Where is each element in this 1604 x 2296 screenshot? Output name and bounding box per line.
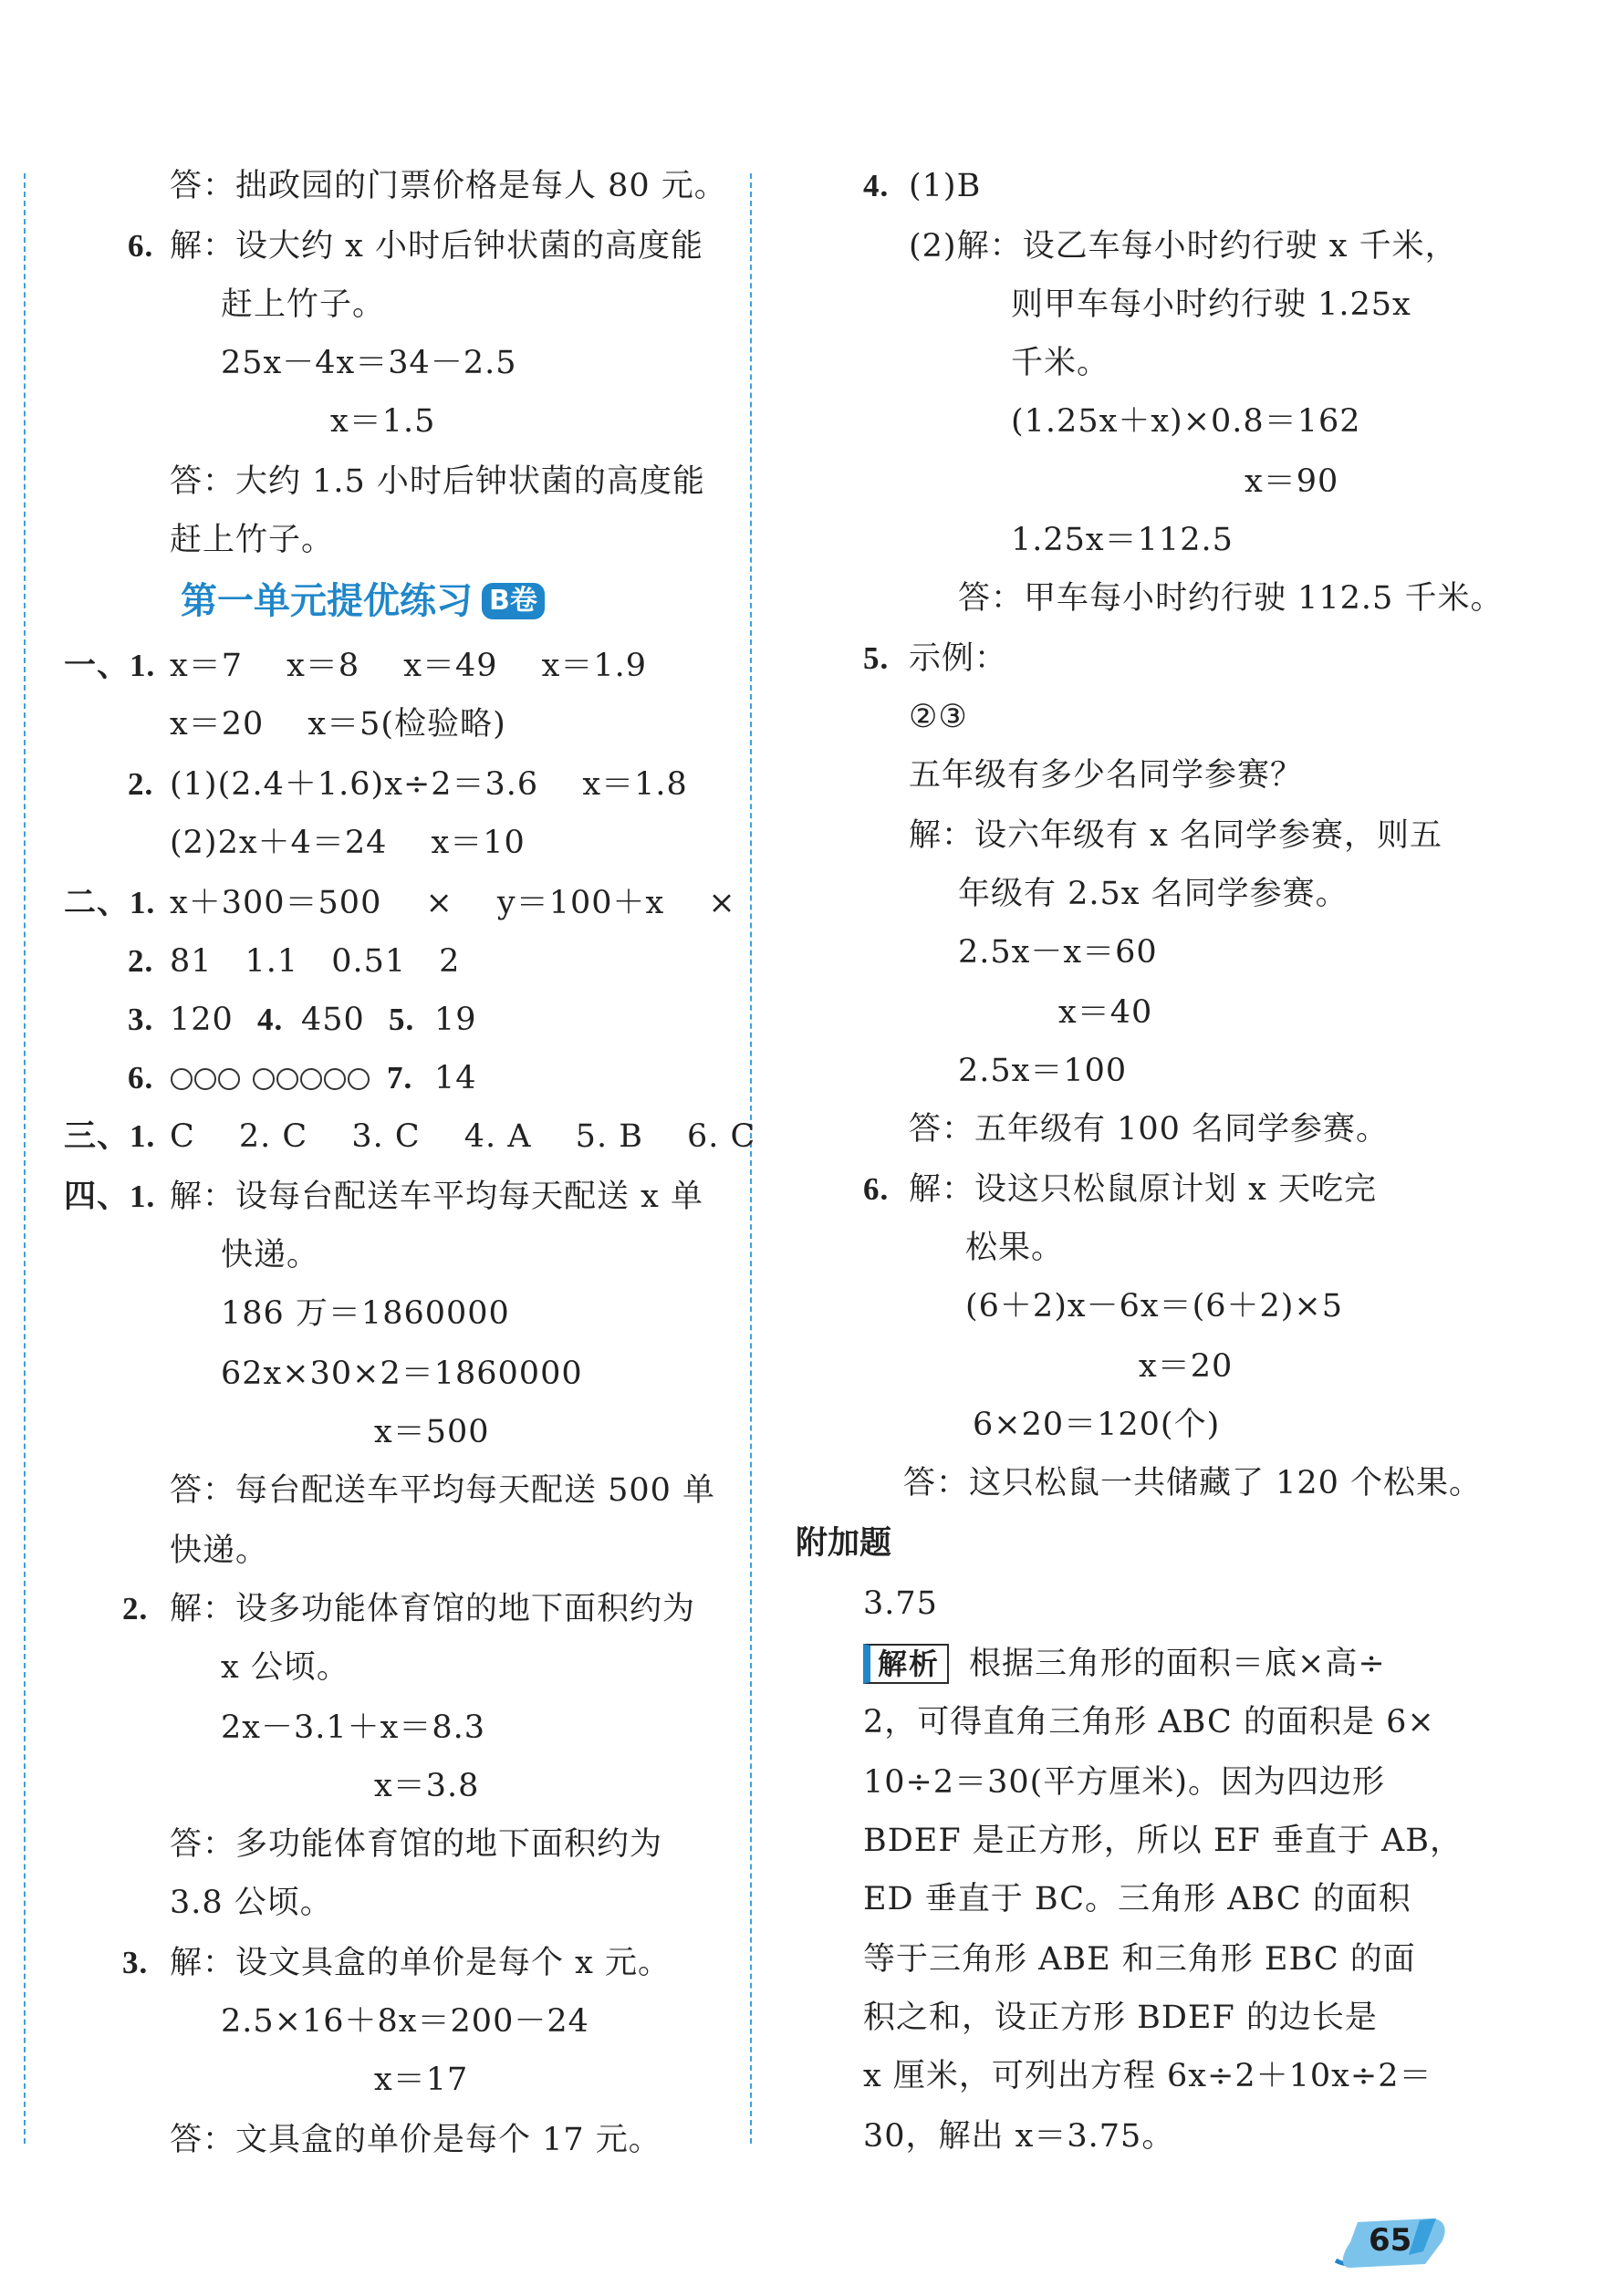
question-number: 三、1. xyxy=(64,1118,156,1154)
text-line: 则甲车每小时约行驶 1.25x xyxy=(1011,286,1411,323)
equation: 25x－4x＝34－2.5 xyxy=(221,345,517,381)
text-line: 答：甲车每小时约行驶 112.5 千米。 xyxy=(958,580,1504,617)
question-number: 6. xyxy=(128,1060,154,1096)
text-line: 千米。 xyxy=(1011,345,1110,381)
text-line: 答：每台配送车平均每天配送 500 单 xyxy=(170,1472,716,1509)
text-line: 年级有 2.5x 名同学参赛。 xyxy=(958,876,1349,912)
answer-line: (1)B xyxy=(909,168,982,204)
text-line: 解：设多功能体育馆的地下面积约为 xyxy=(170,1591,696,1627)
text-line: 答：大约 1.5 小时后钟状菌的高度能 xyxy=(170,463,705,500)
circle-icon xyxy=(276,1068,298,1090)
question-number: 一、1. xyxy=(64,648,156,683)
circle-icon xyxy=(218,1068,240,1090)
equation: x＝90 xyxy=(1245,463,1339,500)
text-line: 松果。 xyxy=(965,1230,1065,1266)
equation: 2x－3.1＋x＝8.3 xyxy=(221,1709,486,1746)
equation: (6＋2)x－6x＝(6＋2)×5 xyxy=(965,1288,1344,1325)
question-number: 6. xyxy=(128,228,154,264)
equation: 186 万＝1860000 xyxy=(221,1295,510,1332)
circle-icon xyxy=(171,1068,193,1090)
text-line: 2，可得直角三角形 ABC 的面积是 6× xyxy=(863,1704,1435,1740)
answer-value: 14 xyxy=(434,1060,477,1096)
text-line: 解：设大约 x 小时后钟状菌的高度能 xyxy=(170,228,703,265)
question-number: 5. xyxy=(389,1002,415,1037)
equation: x＝20 xyxy=(1139,1348,1234,1385)
text-line: 快递。 xyxy=(221,1237,320,1273)
answer-line: C 2. C 3. C 4. A 5. B 6. C xyxy=(170,1118,756,1155)
answer-line: x＋300＝500 × y＝100＋x × xyxy=(170,885,736,921)
answer-line: (2)2x＋4＝24 x＝10 xyxy=(170,825,526,861)
text-line: 答：拙政园的门票价格是每人 80 元。 xyxy=(170,168,727,204)
question-number: 3. xyxy=(128,1002,154,1037)
equation: x＝3.8 xyxy=(374,1768,480,1804)
analysis-tag: 解析 xyxy=(863,1644,949,1684)
left-margin-rule xyxy=(24,173,26,2144)
question-number: 3. xyxy=(122,1945,149,1980)
text-line: 示例： xyxy=(909,640,1008,677)
question-number: 2. xyxy=(128,766,154,802)
text-line: 快递。 xyxy=(170,1532,269,1569)
question-number: 四、1. xyxy=(64,1179,156,1214)
question-number: 4. xyxy=(863,168,890,203)
text-line: 赶上竹子。 xyxy=(170,522,335,558)
page-number: 65 xyxy=(1369,2222,1412,2259)
text-line: 答：这只松鼠一共储藏了 120 个松果。 xyxy=(903,1465,1483,1501)
text-line: 3.8 公顷。 xyxy=(170,1885,333,1921)
equation: x＝1.5 xyxy=(330,403,436,440)
section-badge: B卷 xyxy=(482,583,545,619)
text-line: 赶上竹子。 xyxy=(221,286,386,323)
question-number: 7. xyxy=(387,1060,413,1096)
text-line: ②③ xyxy=(909,699,968,735)
column-divider xyxy=(750,173,752,2144)
text-line: x 厘米，可列出方程 6x÷2＋10x÷2＝ xyxy=(863,2058,1432,2094)
equation: 1.25x＝112.5 xyxy=(1011,522,1234,558)
text-line: 根据三角形的面积＝底×高÷ xyxy=(969,1646,1386,1682)
answer-value: 120 xyxy=(170,1002,234,1038)
question-number: 2. xyxy=(128,943,154,979)
circle-icon xyxy=(324,1068,346,1090)
equation: 6×20＝120(个) xyxy=(973,1407,1221,1443)
equation: 2.5x＝100 xyxy=(958,1053,1128,1089)
circle-icon xyxy=(348,1068,370,1090)
text-line: 等于三角形 ABE 和三角形 EBC 的面 xyxy=(863,1941,1416,1978)
circle-icon xyxy=(253,1068,275,1090)
question-number: 4. xyxy=(257,1002,284,1037)
text-line: 解：设这只松鼠原计划 x 天吃完 xyxy=(909,1171,1377,1208)
equation: x＝40 xyxy=(1058,994,1153,1031)
circle-icon xyxy=(300,1068,322,1090)
section-title xyxy=(181,577,545,626)
answer-value: 450 xyxy=(301,1002,365,1038)
circle-answer xyxy=(170,1056,370,1100)
text-line: 解：设每台配送车平均每天配送 x 单 xyxy=(170,1179,703,1215)
answer-line: x＝20 x＝5(检验略) xyxy=(170,706,506,743)
equation: 2.5x－x＝60 xyxy=(958,934,1158,971)
circle-icon xyxy=(194,1068,216,1090)
text-line: ED 垂直于 BC。三角形 ABC 的面积 xyxy=(863,1881,1411,1917)
answer-line: 81 1.1 0.51 2 xyxy=(170,943,461,980)
answer-line: 3.75 xyxy=(863,1585,938,1622)
question-number: 2. xyxy=(122,1591,149,1626)
text-line: x 公顷。 xyxy=(221,1649,349,1686)
section-title-text: 第一单元提优练习 xyxy=(181,580,473,622)
text-line: 答：文具盒的单价是每个 17 元。 xyxy=(170,2122,661,2158)
answer-line: (1)(2.4＋1.6)x÷2＝3.6 x＝1.8 xyxy=(170,766,688,803)
text-line: 30，解出 x＝3.75。 xyxy=(863,2118,1175,2155)
text-line: 五年级有多少名同学参赛？ xyxy=(909,757,1304,794)
equation: (1.25x＋x)×0.8＝162 xyxy=(1011,403,1361,440)
text-line: BDEF 是正方形，所以 EF 垂直于 AB， xyxy=(863,1823,1463,1859)
question-number: 6. xyxy=(863,1171,890,1207)
text-line: 解：设六年级有 x 名同学参赛，则五 xyxy=(909,817,1443,854)
equation: 2.5×16＋8x＝200－24 xyxy=(221,2003,589,2040)
answer-line: x＝7 x＝8 x＝49 x＝1.9 xyxy=(170,648,648,684)
equation: 62x×30×2＝1860000 xyxy=(221,1356,583,1392)
extra-question-title: 附加题 xyxy=(796,1525,892,1562)
answer-value: 19 xyxy=(434,1002,477,1038)
text-line: 积之和，设正方形 BDEF 的边长是 xyxy=(863,2000,1378,2036)
text-line: (2)解：设乙车每小时约行驶 x 千米， xyxy=(909,228,1458,265)
question-number: 二、1. xyxy=(64,885,156,920)
text-line: 解：设文具盒的单价是每个 x 元。 xyxy=(170,1945,671,1981)
equation: x＝500 xyxy=(374,1414,490,1450)
page-number-badge xyxy=(1330,2215,1449,2271)
text-line: 答：五年级有 100 名同学参赛。 xyxy=(909,1111,1390,1148)
text-line: 答：多功能体育馆的地下面积约为 xyxy=(170,1826,663,1863)
text-line: 10÷2＝30(平方厘米)。因为四边形 xyxy=(863,1764,1385,1801)
analysis-first-line xyxy=(863,1642,1386,1686)
equation: x＝17 xyxy=(374,2062,469,2098)
question-number: 5. xyxy=(863,640,890,676)
